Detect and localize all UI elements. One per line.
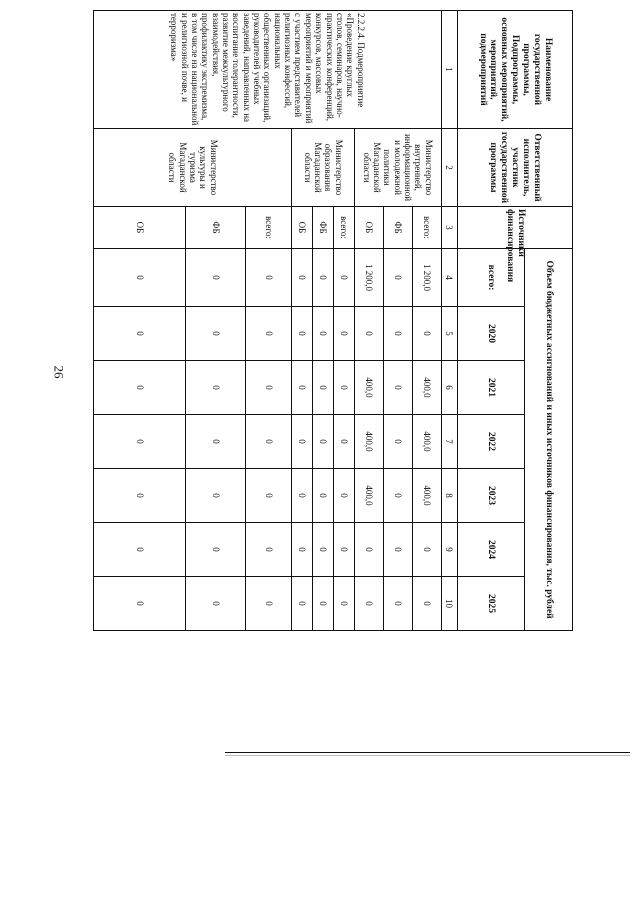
executor-cell: Министерство внутренней, информационной и молодежной политики Магаданской области [354, 129, 441, 207]
header-year: 2022 [457, 415, 524, 469]
value-cell: 0 [333, 249, 354, 307]
value-cell: 0 [246, 469, 292, 523]
executor-cell: Министерство образования Магаданской области [292, 129, 354, 207]
executor-cell: Министерство культуры и туризма Магаданской области [94, 129, 292, 207]
item-name: 2.2.2.4. Подмероприятие «Проведение круглых столов, семинаров, научно-практических конференций, конкурсов, массовых мероприятий и мероприятий с участием представителей религиозных конфессий, национальных общественных организаций, руководителей учебных заведений, направленных на воспитание толерантности, развитие межкультурного взаимодействия, профилактику экстремизма, в том числе на национальной и религиозной почве, и терроризма» [94, 11, 442, 129]
source-cell: всего: [333, 207, 354, 249]
value-cell: 0 [186, 307, 246, 361]
value-cell: 0 [313, 415, 334, 469]
value-cell: 0 [186, 469, 246, 523]
value-cell: 0 [292, 469, 313, 523]
source-cell: ФБ [313, 207, 334, 249]
value-cell: 0 [313, 469, 334, 523]
value-cell: 0 [313, 523, 334, 577]
header-year: всего: [457, 249, 524, 307]
value-cell: 0 [313, 249, 334, 307]
index-cell: 6 [441, 361, 457, 415]
value-cell: 0 [333, 577, 354, 631]
value-cell: 1 200,0 [354, 249, 383, 307]
value-cell: 0 [354, 307, 383, 361]
header-volume: Объем бюджетных ассигнований и иных источников финансирования, тыс. рублей [524, 249, 572, 631]
value-cell: 0 [246, 307, 292, 361]
header-source: Источники финансирования [457, 207, 572, 249]
value-cell: 0 [292, 307, 313, 361]
source-cell: всего: [246, 207, 292, 249]
value-cell: 0 [313, 577, 334, 631]
value-cell: 0 [333, 415, 354, 469]
value-cell: 0 [313, 307, 334, 361]
value-cell: 0 [94, 469, 186, 523]
value-cell: 0 [383, 523, 412, 577]
value-cell: 0 [94, 361, 186, 415]
source-cell: ФБ [186, 207, 246, 249]
value-cell: 0 [313, 361, 334, 415]
bottom-rule-shadow [225, 755, 630, 756]
index-cell: 8 [441, 469, 457, 523]
value-cell: 0 [246, 415, 292, 469]
index-cell: 9 [441, 523, 457, 577]
value-cell: 0 [246, 523, 292, 577]
value-cell: 0 [383, 469, 412, 523]
page-number: 26 [51, 365, 67, 379]
source-cell: всего: [412, 207, 441, 249]
value-cell: 0 [412, 307, 441, 361]
value-cell: 400,0 [354, 415, 383, 469]
value-cell: 0 [186, 361, 246, 415]
header-year: 2021 [457, 361, 524, 415]
value-cell: 0 [354, 523, 383, 577]
index-cell: 2 [441, 129, 457, 207]
value-cell: 0 [333, 523, 354, 577]
value-cell: 0 [354, 577, 383, 631]
header-year: 2025 [457, 577, 524, 631]
value-cell: 0 [186, 577, 246, 631]
source-cell: ОБ [292, 207, 313, 249]
value-cell: 0 [94, 523, 186, 577]
value-cell: 400,0 [354, 469, 383, 523]
header-name: Наименование государственной программы, Подпрограммы, основных мероприятий, мероприятий, подмероприятий [457, 11, 572, 129]
value-cell: 0 [333, 469, 354, 523]
value-cell: 0 [292, 415, 313, 469]
value-cell: 0 [383, 307, 412, 361]
header-year: 2024 [457, 523, 524, 577]
index-cell: 5 [441, 307, 457, 361]
value-cell: 400,0 [412, 415, 441, 469]
source-cell: ОБ [94, 207, 186, 249]
header-year: 2020 [457, 307, 524, 361]
value-cell: 400,0 [354, 361, 383, 415]
value-cell: 0 [292, 523, 313, 577]
table-container [93, 10, 573, 630]
index-cell: 4 [441, 249, 457, 307]
value-cell: 400,0 [412, 469, 441, 523]
value-cell: 0 [333, 361, 354, 415]
value-cell: 0 [383, 361, 412, 415]
value-cell: 0 [94, 415, 186, 469]
index-cell: 7 [441, 415, 457, 469]
value-cell: 0 [333, 307, 354, 361]
financing-table [93, 10, 573, 631]
value-cell: 0 [246, 249, 292, 307]
source-cell: ФБ [383, 207, 412, 249]
value-cell: 0 [412, 577, 441, 631]
bottom-rule [225, 752, 630, 753]
value-cell: 0 [186, 415, 246, 469]
value-cell: 0 [292, 249, 313, 307]
index-cell: 3 [441, 207, 457, 249]
value-cell: 0 [412, 523, 441, 577]
header-year: 2023 [457, 469, 524, 523]
index-cell: 10 [441, 577, 457, 631]
value-cell: 0 [292, 361, 313, 415]
value-cell: 0 [94, 249, 186, 307]
value-cell: 0 [186, 249, 246, 307]
source-cell: ОБ [354, 207, 383, 249]
value-cell: 0 [246, 577, 292, 631]
value-cell: 1 200,0 [412, 249, 441, 307]
value-cell: 0 [292, 577, 313, 631]
index-cell: 1 [441, 11, 457, 129]
value-cell: 0 [246, 361, 292, 415]
value-cell: 0 [383, 415, 412, 469]
value-cell: 400,0 [412, 361, 441, 415]
value-cell: 0 [186, 523, 246, 577]
value-cell: 0 [94, 577, 186, 631]
value-cell: 0 [383, 577, 412, 631]
table-row [412, 11, 441, 631]
header-executor: Ответственный исполнитель, участник государственной программы [457, 129, 572, 207]
value-cell: 0 [383, 249, 412, 307]
value-cell: 0 [94, 307, 186, 361]
